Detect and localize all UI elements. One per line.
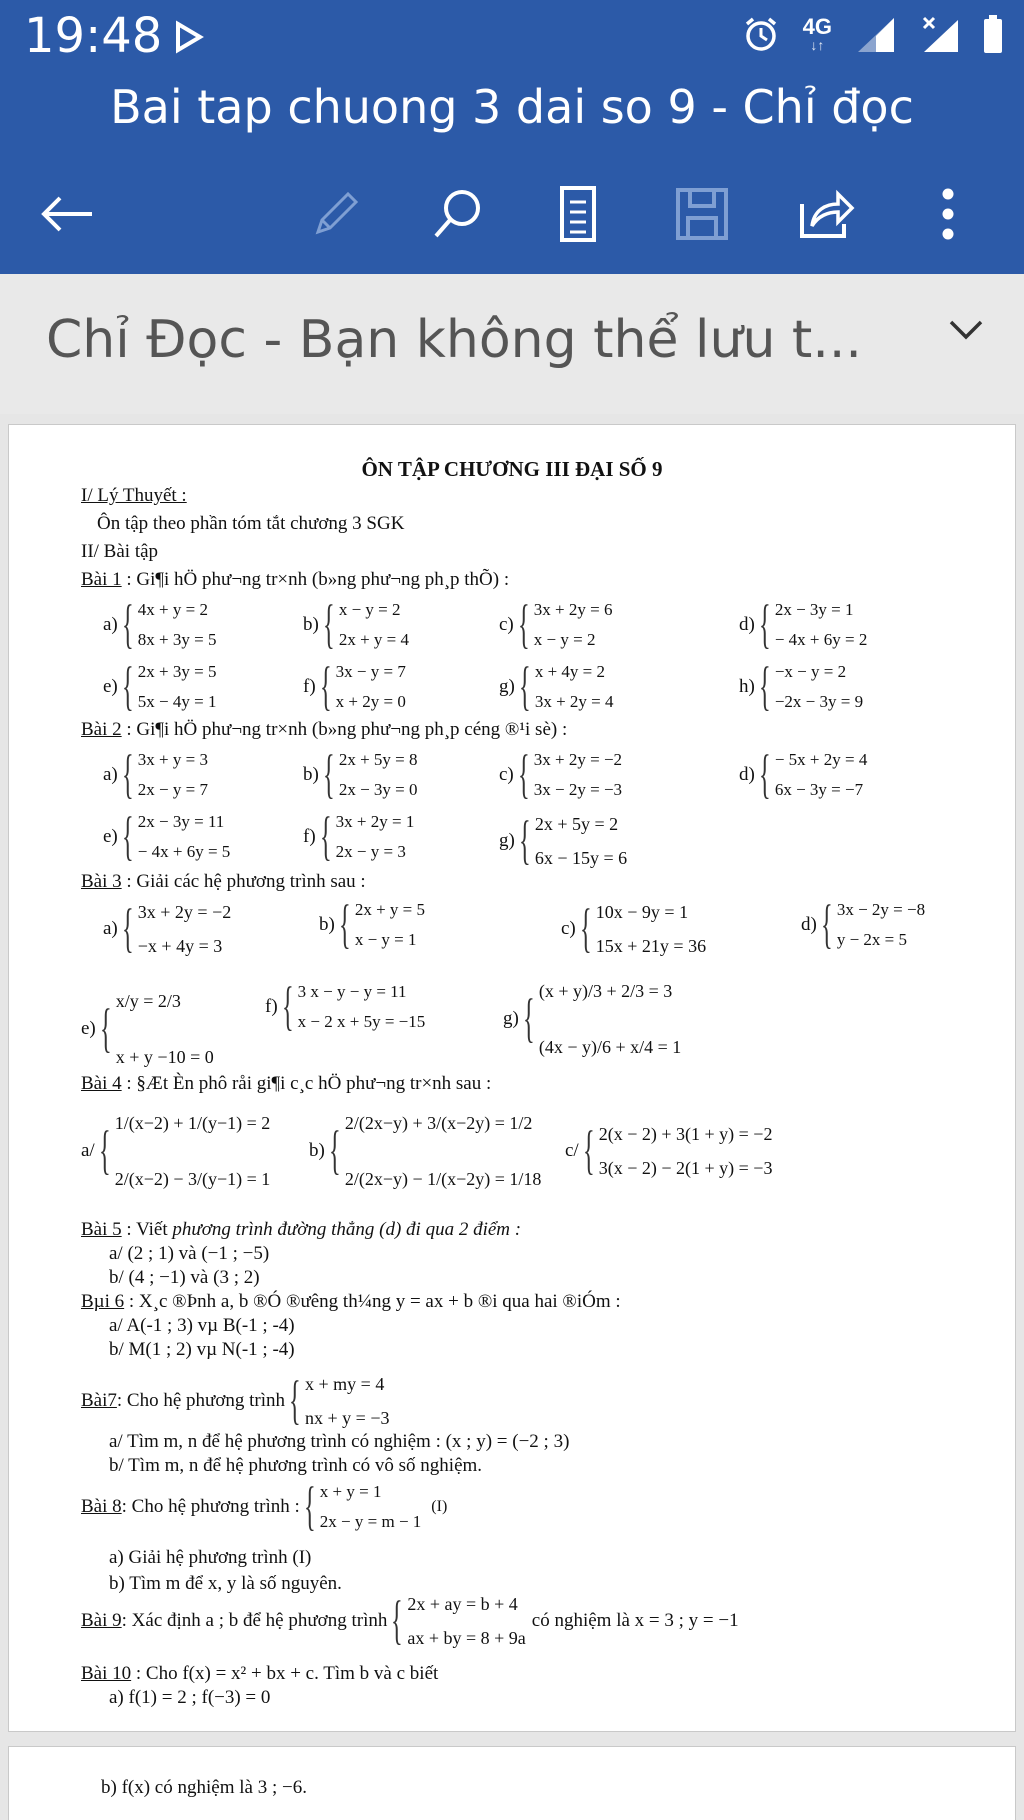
status-time: 19:48 bbox=[24, 8, 163, 64]
document-title: Bai tap chuong 3 dai so 9 - Chỉ đọc bbox=[110, 80, 914, 134]
bai2-system-a: a) { 3x + y = 3 2x − y = 7 bbox=[103, 744, 208, 805]
bai7-part-b: b/ Tìm m, n để hệ phương trình có vô số nghiệm. bbox=[109, 1455, 483, 1476]
bai1-system-c: c) { 3x + 2y = 6 x − y = 2 bbox=[499, 594, 613, 655]
bai4-heading: Bài 4 : §Æt Èn phô råi gi¶i c¸c hÖ phư¬ng tr×nh sau : bbox=[81, 1073, 492, 1094]
more-options-button[interactable] bbox=[908, 174, 988, 254]
bai1-heading: Bài 1 : Gi¶i hÖ phư¬ng tr×nh (b»ng phư¬ng ph¸p thÕ) : bbox=[81, 569, 510, 590]
chevron-down-icon[interactable] bbox=[948, 318, 984, 342]
bai10-heading: Bài 10 : Cho f(x) = x² + bx + c. Tìm b và c biết bbox=[81, 1663, 439, 1684]
bai3-system-g: g) { (x + y)/3 + 2/3 = 3 (4x − y)/6 + x/4 = 1 bbox=[503, 981, 682, 1057]
exercises-heading: II/ Bài tập bbox=[81, 541, 159, 562]
app-header bbox=[0, 74, 1024, 274]
bai8-part-a: a) Giải hệ phương trình (I) bbox=[109, 1547, 312, 1568]
bai2-system-b: b) { 2x + 5y = 8 2x − 3y = 0 bbox=[303, 744, 418, 805]
search-button[interactable] bbox=[418, 174, 498, 254]
bai2-system-c: c) { 3x + 2y = −2 3x − 2y = −3 bbox=[499, 744, 623, 805]
network-indicator: 4G ↓↑ bbox=[802, 14, 832, 53]
signal-icon bbox=[854, 14, 896, 54]
more-icon bbox=[938, 186, 958, 242]
bai3-system-e: e) { x/y = 2/3 x + y −10 = 0 bbox=[81, 991, 214, 1067]
bai1-system-a: a) { 4x + y = 2 8x + 3y = 5 bbox=[103, 594, 217, 655]
bai5-part-b: b/ (4 ; −1) và (3 ; 2) bbox=[109, 1267, 260, 1288]
bai6-part-a: a/ A(-1 ; 3) vµ B(-1 ; -4) bbox=[109, 1315, 295, 1336]
doc-title: ÔN TẬP CHƯƠNG III ĐẠI SỐ 9 bbox=[361, 457, 663, 481]
theory-heading: I/ Lý Thuyết : bbox=[81, 485, 187, 506]
bai6-heading: Bµi 6 : X¸c ®Þnh a, b ®Ó ®ưêng th¼ng y = ax + b ®i qua hai ®iÓm : bbox=[81, 1291, 621, 1312]
search-icon bbox=[428, 184, 488, 244]
bai2-system-g: g) { 2x + 5y = 2 6x − 15y = 6 bbox=[499, 810, 628, 871]
theory-text: Ôn tập theo phần tóm tắt chương 3 SGK bbox=[97, 513, 405, 534]
read-only-banner[interactable] bbox=[0, 274, 1024, 414]
bai10-part-b: b) f(x) có nghiệm là 3 ; −6. bbox=[101, 1777, 307, 1798]
bai3-system-b: b) { 2x + y = 5 x − y = 1 bbox=[319, 894, 426, 955]
bai2-system-f: f) { 3x + 2y = 1 2x − y = 3 bbox=[303, 806, 415, 867]
bai7-part-a: a/ Tìm m, n để hệ phương trình có nghiệm : (x ; y) = (−2 ; 3) bbox=[109, 1431, 570, 1452]
back-button[interactable] bbox=[26, 174, 106, 254]
status-bar bbox=[0, 0, 1024, 74]
share-button[interactable] bbox=[786, 174, 866, 254]
battery-icon bbox=[982, 14, 1004, 54]
bai7-heading: Bài7 : Cho hệ phương trình { x + my = 4 nx + y = −3 bbox=[81, 1370, 390, 1431]
reading-view-icon bbox=[556, 184, 600, 244]
document-page bbox=[8, 424, 1016, 1732]
bai8-part-b: b) Tìm m để x, y là số nguyên. bbox=[109, 1573, 342, 1594]
bai1-system-f: f) { 3x − y = 7 x + 2y = 0 bbox=[303, 656, 406, 717]
bai1-system-h: h) { −x − y = 2 −2x − 3y = 9 bbox=[739, 656, 864, 717]
bai6-part-b: b/ M(1 ; 2) vµ N(-1 ; -4) bbox=[109, 1339, 295, 1360]
play-store-icon bbox=[172, 20, 206, 54]
bai3-heading: Bài 3 : Giải các hệ phương trình sau : bbox=[81, 871, 366, 892]
bai5-heading: Bài 5 : Viết phương trình đường thẳng (d) đi qua 2 điểm : bbox=[81, 1219, 522, 1240]
bai10-part-a: a) f(1) = 2 ; f(−3) = 0 bbox=[109, 1687, 271, 1708]
bai1-system-d: d) { 2x − 3y = 1 − 4x + 6y = 2 bbox=[739, 594, 868, 655]
bai3-system-a: a) { 3x + 2y = −2 −x + 4y = 3 bbox=[103, 898, 232, 959]
edit-button[interactable] bbox=[296, 174, 376, 254]
bai1-system-b: b) { x − y = 2 2x + y = 4 bbox=[303, 594, 410, 655]
bai5-part-a: a/ (2 ; 1) và (−1 ; −5) bbox=[109, 1243, 270, 1264]
bai4-system-a: a/ { 1/(x−2) + 1/(y−1) = 2 2/(x−2) − 3/(y−1) = 1 bbox=[81, 1113, 271, 1189]
bai2-system-d: d) { − 5x + 2y = 4 6x − 3y = −7 bbox=[739, 744, 868, 805]
bai1-system-e: e) { 2x + 3y = 5 5x − 4y = 1 bbox=[103, 656, 217, 717]
bai4-system-c: c/ { 2(x − 2) + 3(1 + y) = −2 3(x − 2) − 2(1 + y) = −3 bbox=[565, 1120, 773, 1181]
signal-roaming-icon bbox=[918, 14, 960, 54]
bai1-system-g: g) { x + 4y = 2 3x + 2y = 4 bbox=[499, 656, 614, 717]
bai9-heading: Bài 9 : Xác định a ; b để hệ phương trình { 2x + ay = b + 4 ax + by = 8 + 9a có nghiệm là x = 3 ; y = −1 bbox=[81, 1590, 739, 1651]
bai4-system-b: b) { 2/(2x−y) + 3/(x−2y) = 1/2 2/(2x−y) − 1/(x−2y) = 1/18 bbox=[309, 1113, 542, 1189]
bai3-system-c: c) { 10x − 9y = 1 15x + 21y = 36 bbox=[561, 898, 707, 959]
share-icon bbox=[796, 186, 856, 242]
document-page-2 bbox=[8, 1746, 1016, 1820]
reading-view-button[interactable] bbox=[538, 174, 618, 254]
network-type: 4G bbox=[802, 14, 832, 39]
save-button[interactable] bbox=[662, 174, 742, 254]
banner-text: Chỉ Đọc - Bạn không thể lưu t... bbox=[46, 310, 862, 370]
toolbar bbox=[0, 174, 1024, 254]
bai2-system-e: e) { 2x − 3y = 11 − 4x + 6y = 5 bbox=[103, 806, 231, 867]
bai3-system-f: f) { 3 x − y − y = 11 x − 2 x + 5y = −15 bbox=[265, 976, 426, 1037]
alarm-icon bbox=[741, 14, 781, 54]
save-icon bbox=[674, 186, 730, 242]
bai2-heading: Bài 2 : Gi¶i hÖ phư¬ng tr×nh (b»ng phư¬ng ph¸p céng ®¹i sè) : bbox=[81, 719, 568, 740]
bai3-system-d: d) { 3x − 2y = −8 y − 2x = 5 bbox=[801, 894, 926, 955]
pencil-icon bbox=[308, 186, 364, 242]
bai8-heading: Bài 8 : Cho hệ phương trình : { x + y = 1 2x − y = m − 1 (I) bbox=[81, 1476, 448, 1537]
back-icon bbox=[38, 194, 94, 234]
